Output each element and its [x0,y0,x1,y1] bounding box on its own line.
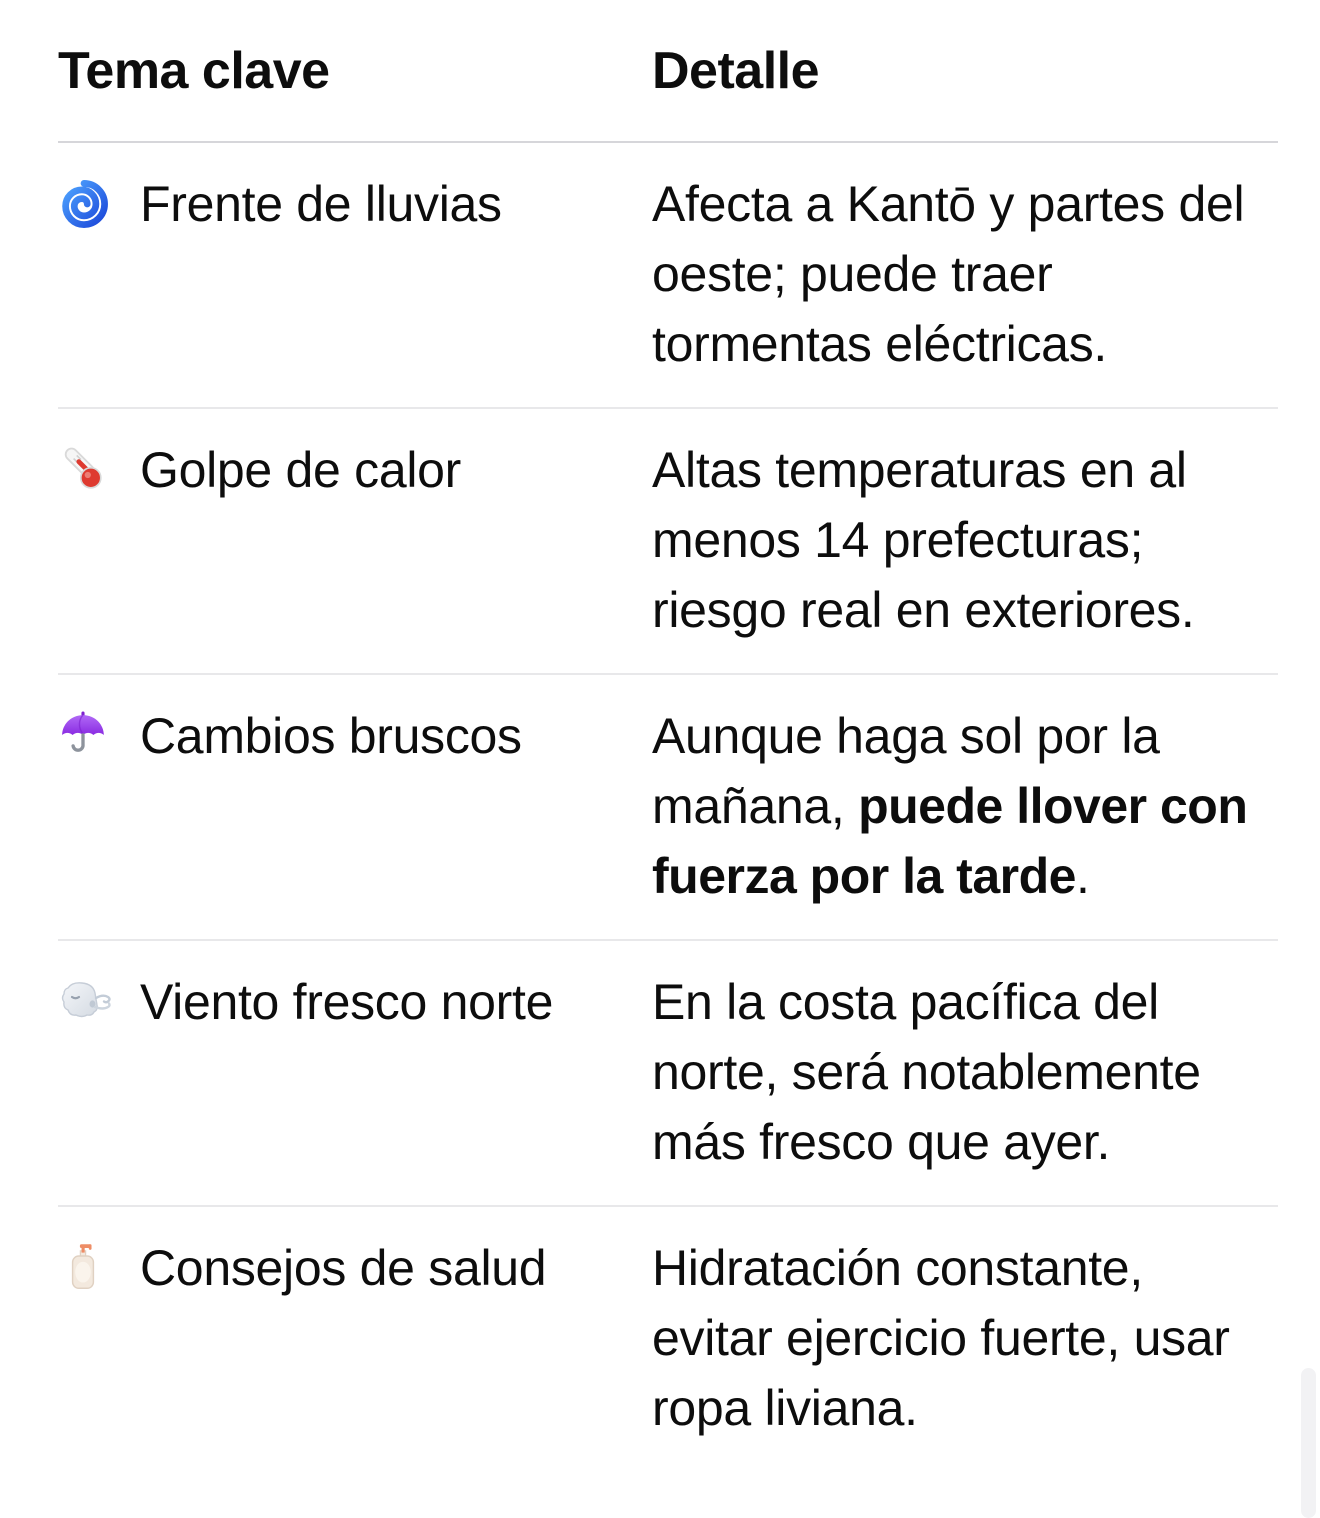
key-topics-table [58,0,1278,1471]
tema-cell [58,143,652,407]
detalle-text: Hidratación constante, evitar ejercicio fuerte, usar ropa liviana. [652,1240,1230,1436]
detalle-text: Afecta a Kantō y partes del oeste; puede traer tormentas eléctricas. [652,176,1245,372]
detalle-text-bold: puede llover con fuerza por la tarde [652,778,1248,904]
tema-cell [58,675,652,939]
wind-face-icon [58,975,114,1029]
table-row [58,675,1278,941]
tema-cell [58,941,652,1205]
table-row [58,409,1278,675]
tema-cell [58,409,652,673]
tema-label: Cambios bruscos [140,708,522,764]
tema-label: Golpe de calor [140,442,461,498]
table-header-row [58,0,1278,143]
umbrella-icon [58,709,114,763]
detalle-text [652,675,1278,939]
thermometer-icon [58,443,114,497]
cyclone-icon [58,177,114,231]
scrollbar-thumb[interactable] [1301,1368,1316,1518]
table-row [58,1207,1278,1471]
table-row [58,941,1278,1207]
tema-cell [58,1207,652,1471]
detalle-text-regular: Aunque haga sol por la mañana, [652,708,1160,834]
column-header-detalle: Detalle [652,42,820,100]
table-row [58,143,1278,409]
tema-label: Consejos de salud [140,1240,547,1296]
detalle-text: En la costa pacífica del norte, será notablemente más fresco que ayer. [652,974,1201,1170]
column-header-tema: Tema clave [58,42,330,100]
lotion-bottle-icon [58,1241,114,1295]
detalle-text: Altas temperaturas en al menos 14 prefecturas; riesgo real en exteriores. [652,442,1195,638]
detalle-text-regular: . [1075,848,1090,904]
tema-label: Frente de lluvias [140,176,502,232]
tema-label: Viento fresco norte [140,974,554,1030]
